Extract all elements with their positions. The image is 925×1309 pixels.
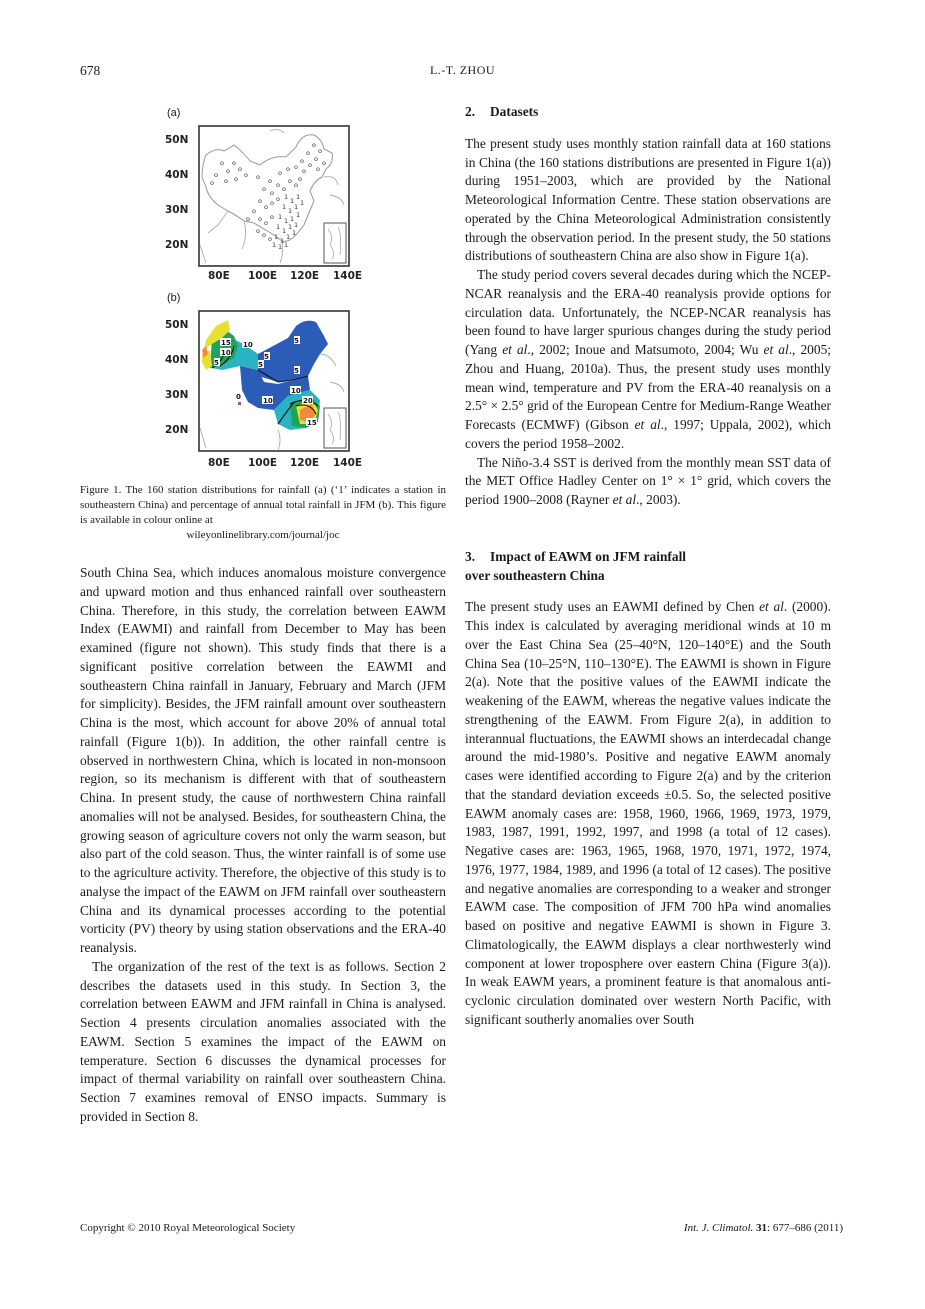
y-tick: 20N [165,239,189,251]
svg-text:5: 5 [214,359,219,367]
y-tick: 30N [165,389,189,401]
svg-text:o: o [276,181,280,189]
svg-text:o: o [294,181,298,189]
x-tick: 120E [290,457,320,469]
y-tick: 20N [165,424,189,436]
svg-text:1: 1 [282,203,287,211]
y-tick: 50N [165,134,189,146]
svg-text:o: o [288,177,292,185]
panel-label-b: (b) [167,292,181,304]
svg-text:o: o [306,149,310,157]
left-column [80,564,446,1127]
caption-text: Figure 1. The 160 station distributions for rainfall (a) (‘1’ indicates a station in southeastern China) and percentage of annual total rainfall in JFM (b). This figure is available in colour online at [80,484,446,526]
svg-text:1: 1 [276,223,281,231]
paragraph: South China Sea, which induces anomalous moisture convergence and upward motion and thus enhanced rainfall over southeastern China. Therefore, in this study, the correlation between EAWM Index (EAWMI) and rainfall from December to May has been examined (figure not shown). This study finds that there is a significant positive correlation between the EAWMI and southeastern China rainfall in January, February and March (JFM for simplicity). Besides, the JFM rainfall amount over southeastern China is the most, which account for above 20% of annual total rainfall (Figure 1(b)). In addition, the other rainfall centre is observed in northwestern China, which is located in non-monsoon region, so its mechanism is different with that of southeastern China. In present study, the cause of northwestern China rainfall anomalies will not be analysed. Besides, for southeastern China, the growing season of agriculture covers not only the warm season, but also part of the cold season. Thus, the winter rainfall is of some use to the agriculture activity. Therefore, the objective of this study is to analyse the impact of the EAWM on JFM rainfall over southeastern China and its dynamical processes according to the potential vorticity (PV) theory by using station observations and the ERA-40 reanalysis. [80,565,446,955]
svg-text:1: 1 [284,217,289,225]
svg-text:o: o [268,177,272,185]
svg-text:5: 5 [258,361,263,369]
svg-text:1: 1 [288,207,293,215]
svg-text:15: 15 [307,419,317,427]
svg-text:1: 1 [292,229,297,237]
svg-text:o: o [264,219,268,227]
caption-link[interactable]: wileyonlinelibrary.com/journal/joc [186,529,340,541]
station-map [198,125,350,267]
page-number: 678 [80,63,101,78]
svg-text:1: 1 [282,227,287,235]
svg-text:o: o [314,155,318,163]
paragraph: The present study uses an EAWMI defined by Chen et al. (2000). This index is calculated by averaging meridional winds at 10 m over the East China Sea (25–40°N, 120–140°E) and the South China Sea (10–25°N, 110–130°E). The EAWMI is shown in Figure 2(a). Note that the positive values of the EAWMI indicate the weakening of the EAWM, whereas the negative values indicate the strengthening of the EAWM. From Figure 2(a), in addition to interannual fluctuations, the EAWMI shows an interdecadal change around the mid-1980’s. Positive and negative EAWM anomaly cases were identified according to Figure 2(a) and by the criterion that the standard deviation exceeds ±0.5. So, the selected positive EAWM anomaly cases are: 1958, 1960, 1966, 1969, 1973, 1979, 1983, 1987, 1991, 1992, 1997, and 1998 (a total of 12 cases). Negative cases are: 1963, 1965, 1968, 1970, 1971, 1972, 1974, 1976, 1977, 1984, 1989, and 1996 (a total of 12 cases). The positive and negative anomalies are corresponding to a weaker and stronger EAWM case. The composition of JFM 700 hPa wind anomalies based on positive and negative EAWMI is shown in Figure 3. Climatologically, the EAWM displays a clear northwesterly wind component at lower troposphere over eastern China (Figure 3(a)). In weak EAWM years, a prominent feature is that anomalous anti-cyclonic circulation dominated over western North Pacific, with significant southerly anomalies over South [465,599,831,1027]
svg-text:o: o [252,207,256,215]
svg-text:1: 1 [284,193,289,201]
svg-text:o: o [258,215,262,223]
svg-text:1: 1 [300,199,305,207]
svg-text:o: o [220,159,224,167]
svg-text:o: o [278,169,282,177]
panel-label-a: (a) [167,107,181,119]
svg-text:o: o [302,167,306,175]
paragraph: The study period covers several decades during which the NCEP-NCAR reanalysis and the ERA-40 reanalysis provide options for circulation data. Unfortunately, the NCEP-NCAR reanalysis has been found to have larger spurious changes during the study period (Yang et al., 2002; Inoue and Matsumoto, 2004; Wu et al., 2005; Zhou and Huang, 2010a). Thus, the present study uses monthly mean wind, temperature and PV from the ERA-40 reanalysis on a 2.5° × 2.5° grid of the European Centre for Medium-Range Weather Forecasts (ECMWF) (Gibson et al., 1997; Uppala, 2002), which covers the period 1958–2002. [465,267,831,451]
figure-1-caption [80,483,446,543]
svg-text:10: 10 [243,341,253,349]
svg-text:o: o [270,189,274,197]
svg-text:o: o [270,213,274,221]
svg-text:o: o [246,215,250,223]
svg-text:1: 1 [296,211,301,219]
svg-text:o: o [234,175,238,183]
svg-text:1: 1 [296,193,301,201]
svg-text:o: o [318,147,322,155]
journal-citation: Int. J. Climatol. 31: 677–686 (2011) [683,1222,843,1234]
svg-text:o: o [238,165,242,173]
svg-text:o: o [286,165,290,173]
section-2-heading: 2. Datasets [465,104,539,119]
svg-text:5: 5 [294,367,299,375]
svg-text:1: 1 [272,241,277,249]
svg-text:o: o [276,195,280,203]
svg-text:1: 1 [280,237,285,245]
x-tick: 100E [248,457,278,469]
figure-1a [160,105,370,285]
svg-text:10: 10 [291,387,301,395]
svg-text:1: 1 [278,243,283,251]
copyright: Copyright © 2010 Royal Meteorological Society [80,1222,296,1234]
svg-text:1: 1 [294,203,299,211]
svg-text:5: 5 [294,337,299,345]
paragraph: The organization of the rest of the text is as follows. Section 2 describes the datasets used in this study. In Section 3, the correlation between EAWM and JFM rainfall in China is analysed. Section 4 presents circulation anomalies associated with the EAWM. Section 5 examines the impact of the EAWM on temperature. Section 6 discusses the dynamical processes for impact of thermal variability on rainfall over southeastern China. Section 7 examines removal of ENSO impacts. Summary is provided in Section 8. [80,958,446,1124]
x-tick: 140E [333,457,363,469]
x-tick: 120E [290,270,320,282]
y-tick: 50N [165,319,189,331]
svg-text:o: o [224,177,228,185]
svg-text:o: o [316,165,320,173]
svg-text:1: 1 [284,241,289,249]
paragraph: The Niño-3.4 SST is derived from the monthly mean SST data of the MET Office Hadley Center on 1° × 1° grid, which covers the period 1900–2008 (Rayner et al., 2003). [465,454,831,507]
y-tick: 40N [165,354,189,366]
svg-text:o: o [226,167,230,175]
svg-text:20: 20 [303,397,313,405]
x-tick: 80E [208,457,230,469]
svg-text:o: o [270,199,274,207]
figure-1b [160,290,370,472]
svg-text:10: 10 [221,349,231,357]
svg-text:1: 1 [286,233,291,241]
svg-text:o: o [256,173,260,181]
svg-text:10: 10 [263,397,273,405]
y-tick: 40N [165,169,189,181]
svg-text:1: 1 [274,233,279,241]
svg-text:o: o [244,171,248,179]
svg-text:o: o [264,203,268,211]
svg-text:o: o [282,185,286,193]
svg-text:o: o [262,185,266,193]
svg-text:1: 1 [294,221,299,229]
svg-text:o: o [294,163,298,171]
svg-text:o: o [298,175,302,183]
paragraph: The present study uses monthly station rainfall data at 160 stations in China (the 160 stations distributions are presented in Figure 1(a)) during 1951–2003, which are provided by the National Meteorological Information Centre. These station observations are operated by the China Meteorological Administration consistently through the observation period. In the present study, the 50 stations distributions of southeastern China are also show in Figure 1(a). [465,135,831,264]
x-tick: 80E [208,270,230,282]
svg-text:o: o [268,235,272,243]
right-column [465,103,831,1030]
x-tick: 100E [248,270,278,282]
svg-text:o: o [214,171,218,179]
svg-text:o: o [300,157,304,165]
svg-text:o: o [258,197,262,205]
svg-text:o: o [210,179,214,187]
svg-text:5: 5 [264,353,269,361]
svg-text:15: 15 [221,339,231,347]
svg-text:o: o [256,227,260,235]
svg-text:o: o [308,161,312,169]
svg-text:o: o [312,141,316,149]
y-tick: 30N [165,204,189,216]
svg-text:o: o [262,231,266,239]
svg-text:1: 1 [290,215,295,223]
svg-text:1: 1 [290,197,295,205]
svg-text:o: o [322,159,326,167]
svg-text:1: 1 [288,223,293,231]
svg-text:0: 0 [236,393,241,401]
svg-text:1: 1 [278,213,283,221]
x-tick: 140E [333,270,363,282]
running-head: L.-T. ZHOU [429,63,496,77]
svg-text:o: o [232,159,236,167]
rainfall-percentage-map [198,310,350,452]
section-3-heading: 3. Impact of EAWM on JFM rainfall over southeastern China [465,548,687,583]
